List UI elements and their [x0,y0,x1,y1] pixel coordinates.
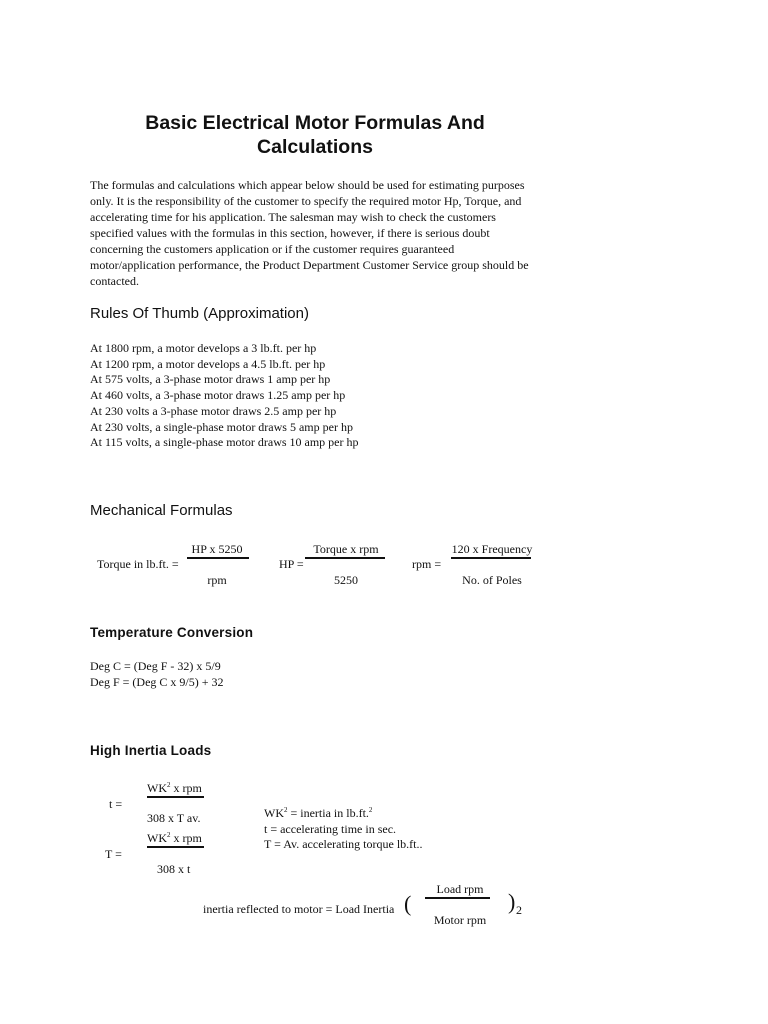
T-formula-denominator: 308 x t [157,862,191,876]
torque-definition: T = Av. accelerating torque lb.ft.. [264,837,423,851]
rules-heading: Rules Of Thumb (Approximation) [90,305,309,322]
temperature-formula: Deg F = (Deg C x 9/5) + 32 [90,674,224,689]
T-formula-lhs: T = [105,847,122,861]
rule-item: At 230 volts, a single-phase motor draws 5 amp per hp [90,419,353,434]
fraction-bar [305,557,385,559]
rpm-formula-numerator: 120 x Frequency [451,542,533,556]
rule-item: At 575 volts, a 3-phase motor draws 1 amp per hp [90,372,331,387]
t-formula-denominator: 308 x T av. [147,811,201,825]
squared-exponent: 2 [516,903,522,917]
fraction-bar [451,557,531,559]
hp-formula-denominator: 5250 [334,573,358,587]
rpm-formula-lhs: rpm = [412,557,442,571]
rule-item: At 1800 rpm, a motor develops a 3 lb.ft. per hp [90,341,317,355]
torque-formula-lhs: Torque in lb.ft. = [97,557,179,571]
hp-formula-lhs: HP = [279,557,304,571]
fraction-bar [147,846,204,848]
fraction-bar [187,557,249,559]
open-parenthesis: ( [404,891,412,916]
close-parenthesis: ) [508,889,516,914]
reflected-inertia-lhs: inertia reflected to motor = Load Inertia [203,902,395,916]
rule-item: At 230 volts a 3-phase motor draws 2.5 amp per hp [90,403,337,418]
torque-formula-denominator: rpm [207,573,227,587]
t-formula-numerator: $WK^2$ x rpm [147,781,202,795]
reflected-inertia-numerator: Load rpm [436,882,484,896]
rpm-formula-denominator: No. of Poles [462,573,522,587]
page-title: Basic Electrical Motor Formulas And Calculations [145,112,485,158]
inertia-heading: High Inertia Loads [90,743,212,758]
fraction-bar [147,796,204,798]
intro-paragraph: The formulas and calculations which appear below should be used for estimating purposes only. It is the responsibility of the customer to specify the required motor Hp, Torque, and accelerating time for his application. The salesman may wish to check the customers specified values with the formulas in this section, however, if there is serious doubt concerning the customers application or if the customer requires guaranteed motor/application performance, the Product Department Customer Service group should be contacted. [90,178,529,288]
mechanical-heading: Mechanical Formulas [90,502,233,519]
temperature-heading: Temperature Conversion [90,625,254,640]
t-definition: t = accelerating time in sec. [264,822,397,836]
T-formula-numerator: $WK^2$ x rpm [147,831,202,845]
reflected-inertia-denominator: Motor rpm [433,913,487,927]
wk2-definition: $WK^2$ = inertia in lb.ft.$^2$ [264,806,373,820]
rule-item: At 115 volts, a single-phase motor draws 10 amp per hp [90,435,359,450]
rule-item: At 1200 rpm, a motor develops a 4.5 lb.ft. per hp [90,356,326,371]
hp-formula-numerator: Torque x rpm [313,542,379,556]
rule-item: At 460 volts, a 3-phase motor draws 1.25 amp per hp [90,388,346,403]
temperature-lines [90,659,224,690]
temperature-formula: Deg C = (Deg F - 32) x 5/9 [90,659,221,673]
rules-list [90,341,359,451]
torque-formula-numerator: HP x 5250 [191,542,243,556]
t-formula-lhs: t = [109,797,123,811]
fraction-bar [425,897,490,899]
